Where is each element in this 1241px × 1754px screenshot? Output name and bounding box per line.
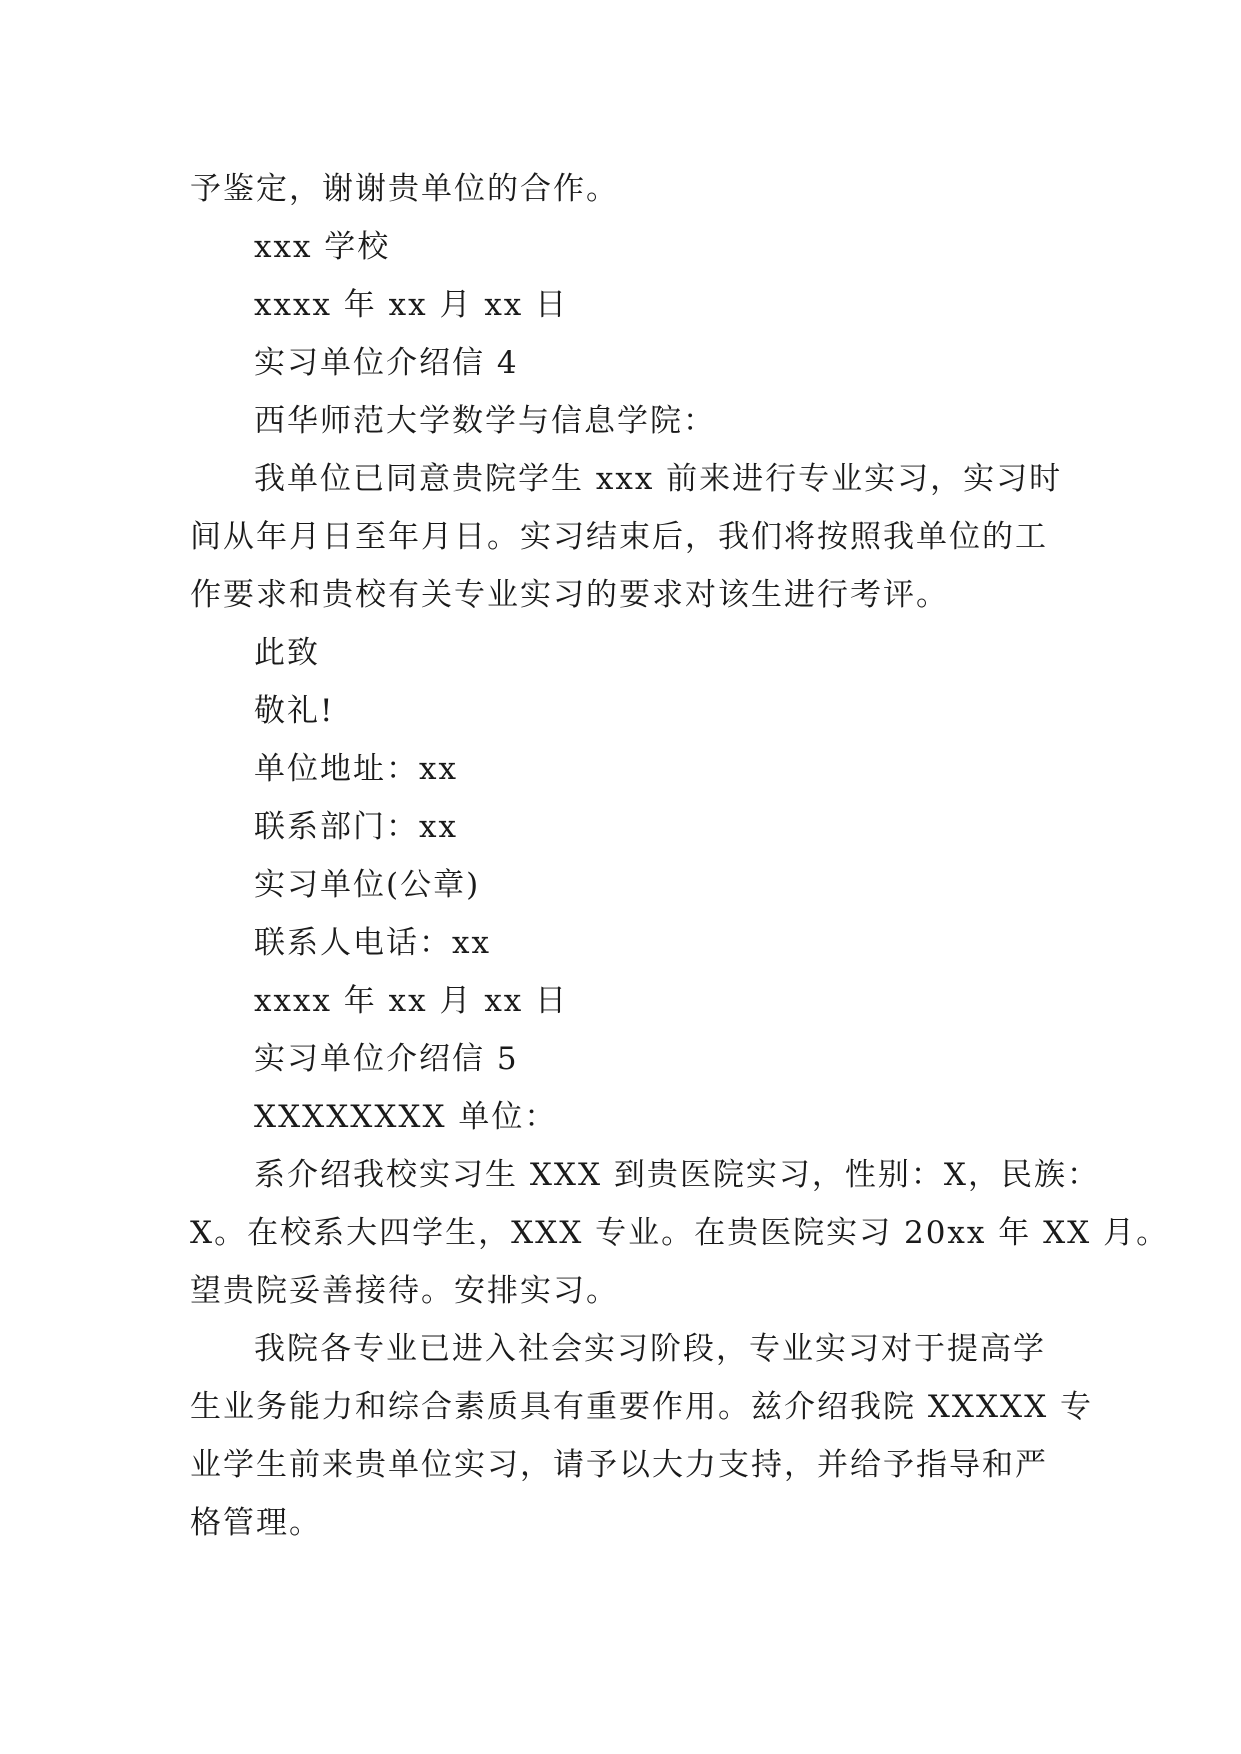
- text-line: 格管理。: [190, 1505, 322, 1541]
- section-title: 实习单位介绍信 4: [254, 345, 519, 381]
- closing-regards: 敬礼!: [254, 693, 335, 729]
- text-line: 系介绍我校实习生 XXX 到贵医院实习，性别：X，民族：: [254, 1157, 1100, 1193]
- document-body: [190, 160, 1170, 1552]
- text-line: 予鉴定，谢谢贵单位的合作。: [190, 171, 619, 207]
- section-title: 实习单位介绍信 5: [254, 1041, 519, 1077]
- letter-date: xxxx 年 xx 月 xx 日: [254, 983, 569, 1019]
- text-line: 望贵院妥善接待。安排实习。: [190, 1273, 619, 1309]
- unit-address: 单位地址：xx: [254, 751, 458, 787]
- text-line: 生业务能力和综合素质具有重要作用。兹介绍我院 XXXXX 专: [190, 1389, 1094, 1425]
- contact-department: 联系部门：xx: [254, 809, 458, 845]
- text-line: 间从年月日至年月日。实习结束后，我们将按照我单位的工: [190, 519, 1048, 555]
- contact-phone: 联系人电话：xx: [254, 925, 491, 961]
- signature-school: xxx 学校: [254, 229, 391, 265]
- signature-date: xxxx 年 xx 月 xx 日: [254, 287, 569, 323]
- salutation: XXXXXXXX 单位：: [254, 1099, 558, 1135]
- text-line: X。在校系大四学生，XXX 专业。在贵医院实习 20xx 年 XX 月。: [190, 1215, 1170, 1251]
- closing: 此致: [254, 635, 320, 671]
- salutation: 西华师范大学数学与信息学院：: [254, 403, 716, 439]
- text-line: 我院各专业已进入社会实习阶段，专业实习对于提高学: [254, 1331, 1046, 1367]
- text-line: 我单位已同意贵院学生 xxx 前来进行专业实习，实习时: [254, 461, 1063, 497]
- text-line: 业学生前来贵单位实习，请予以大力支持，并给予指导和严: [190, 1447, 1048, 1483]
- text-line: 作要求和贵校有关专业实习的要求对该生进行考评。: [190, 577, 949, 613]
- unit-seal: 实习单位(公章): [254, 867, 481, 903]
